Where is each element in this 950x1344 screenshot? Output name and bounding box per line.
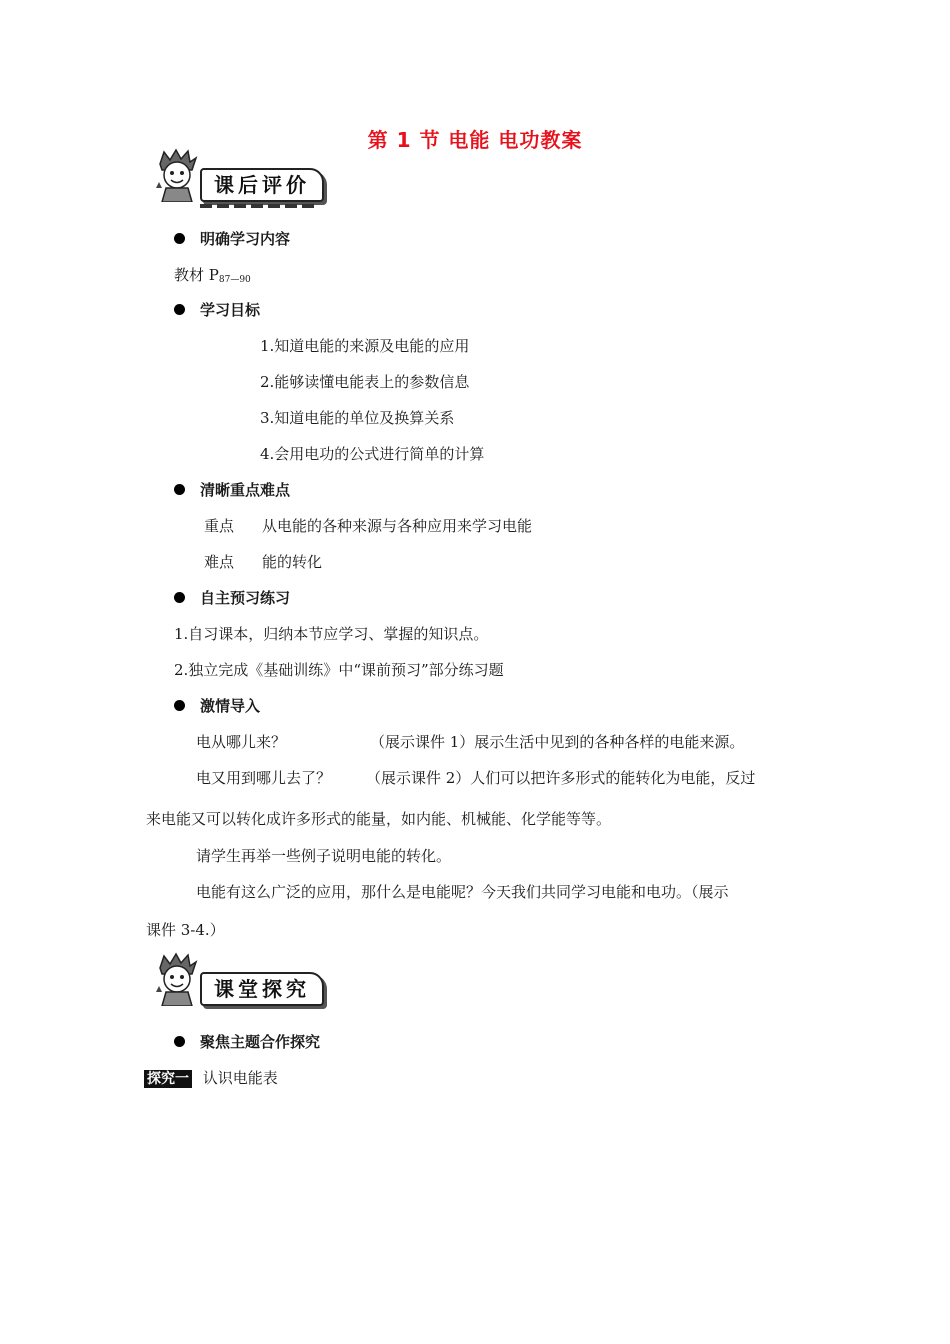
cartoon-boy-icon — [154, 952, 200, 1006]
intro-question-1: 电从哪儿来？ — [196, 733, 287, 751]
goal-item: 2.能够读懂电能表上的参数信息 — [260, 373, 470, 391]
key-point-label: 重点 — [204, 517, 235, 535]
heading-learning-goals: 学习目标 — [174, 299, 260, 320]
banner-after-class-evaluation — [146, 146, 324, 212]
key-point-text: 从电能的各种来源与各种应用来学习电能 — [262, 517, 533, 535]
goal-item: 3.知道电能的单位及换算关系 — [260, 409, 455, 427]
intro-paragraph-4: 电能有这么广泛的应用，那什么是电能呢？今天我们共同学习电能和电功。（展示 — [196, 883, 729, 901]
bullet-icon — [174, 233, 185, 244]
bullet-icon — [174, 304, 185, 315]
goal-item: 1.知道电能的来源及电能的应用 — [260, 337, 470, 355]
banner-label: 课堂探究 — [200, 972, 324, 1006]
exploration-title: 认识电能表 — [202, 1069, 278, 1087]
heading-focus-exploration: 聚焦主题合作探究 — [174, 1031, 320, 1052]
difficulty-text: 能的转化 — [262, 553, 323, 571]
heading-learning-content: 明确学习内容 — [174, 228, 290, 249]
textbook-pages: 教材 $P_{87—90}$ — [174, 266, 251, 285]
exploration-tag: 探究一 — [144, 1070, 192, 1088]
heading-self-study: 自主预习练习 — [174, 587, 290, 608]
intro-note-2-continued: 来电能又可以转化成许多形式的能量，如内能、机械能、化学能等等。 — [146, 810, 612, 828]
intro-paragraph-3: 请学生再举一些例子说明电能的转化。 — [196, 847, 452, 865]
cartoon-boy-icon — [154, 148, 200, 202]
intro-question-2: 电又用到哪儿去了？ — [196, 769, 332, 787]
bullet-icon — [174, 1036, 185, 1047]
bullet-icon — [174, 484, 185, 495]
heading-key-points: 清晰重点难点 — [174, 479, 290, 500]
banner-label: 课后评价 — [200, 168, 324, 202]
exploration-1 — [144, 1067, 278, 1088]
intro-paragraph-4-continued: 课件 3-4.） — [146, 921, 225, 939]
intro-note-1: （展示课件 1）展示生活中见到的各种各样的电能来源。 — [370, 733, 745, 751]
heading-introduction: 激情导入 — [174, 695, 260, 716]
goal-item: 4.会用电功的公式进行简单的计算 — [260, 445, 485, 463]
page-title: 第 1 节 电能 电功教案 — [367, 128, 583, 152]
banner-divider — [200, 204, 318, 208]
self-study-item: 2.独立完成《基础训练》中“课前预习”部分练习题 — [174, 661, 504, 679]
bullet-icon — [174, 700, 185, 711]
bullet-icon — [174, 592, 185, 603]
self-study-item: 1.自习课本，归纳本节应学习、掌握的知识点。 — [174, 625, 489, 643]
banner-classroom-exploration — [146, 950, 324, 1016]
intro-note-2: （展示课件 2）人们可以把许多形式的能转化为电能，反过 — [366, 769, 756, 787]
difficulty-label: 难点 — [204, 553, 235, 571]
